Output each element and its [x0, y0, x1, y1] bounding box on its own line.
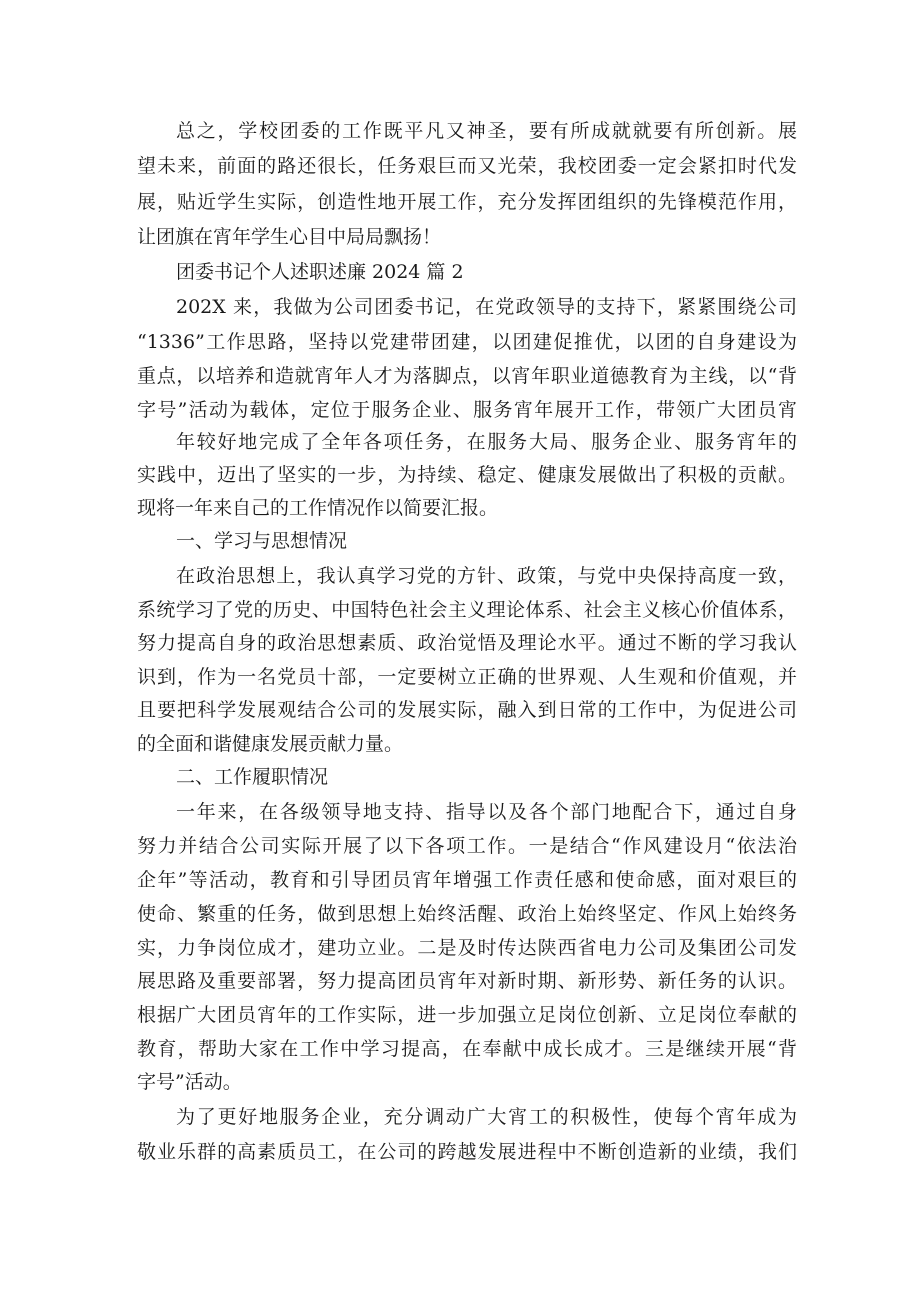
text-line: 在政治思想上，我认真学习党的方针、政策，与党中央保持高度一致， [176, 565, 797, 587]
text-line: 教育，帮助大家在工作中学习提高，在奉献中成长成才。三是继续开展“背 [137, 1038, 797, 1060]
text-line: 且要把科学发展观结合公司的发展实际，融入到日常的工作中，为促进公司 [137, 699, 797, 721]
text-line: 识到，作为一名党员十部，一定要树立正确的世界观、人生观和价值观，并 [137, 666, 797, 688]
text-line: 年较好地完成了全年各项任务，在服务大局、服务企业、服务宵年的 [176, 431, 797, 453]
text-line: 系统学习了党的历史、中国特色社会主义理论体系、社会主义核心价值体系， [137, 599, 797, 621]
text-line: 实践中，迈出了坚实的一步，为持续、稳定、健康发展做出了积极的贡献。 [137, 464, 797, 486]
text-line: 让团旗在宵年学生心目中局局飘扬！ [137, 226, 442, 248]
text-line: 总之，学校团委的工作既平凡又神圣，要有所成就就要有所创新。展 [176, 120, 797, 142]
section-heading: 一、学习与思想情况 [176, 530, 348, 552]
text-line: 敬业乐群的高素质员工，在公司的跨越发展进程中不断创造新的业绩，我们 [137, 1141, 797, 1163]
text-line: 202X 来，我做为公司团委书记，在党政领导的支持下，紧紧围绕公司 [176, 296, 797, 318]
text-line: 展思路及重要部署，努力提高团员宵年对新时期、新形势、新任务的认识。 [137, 970, 797, 992]
section-heading: 二、工作履职情况 [176, 766, 329, 788]
text-line: 企年”等活动，教育和引导团员宵年增强工作责任感和使命感，面对艰巨的 [137, 869, 797, 891]
text-line: 实，力争岗位成才，建功立业。二是及时传达陕西省电力公司及集团公司发 [137, 937, 797, 959]
text-line: 现将一年来自己的工作情况作以简要汇报。 [137, 497, 499, 519]
text-line: 根据广大团员宵年的工作实际，进一步加强立足岗位创新、立足岗位奉献的 [137, 1004, 797, 1026]
text-line: 重点，以培养和造就宵年人才为落脚点，以宵年职业道德教育为主线，以“背 [137, 365, 797, 387]
text-line: 字号”活动。 [137, 1071, 242, 1093]
section-heading: 团委书记个人述职述廉 2024 篇 2 [176, 261, 464, 283]
text-line: 努力并结合公司实际开展了以下各项工作。一是结合“作风建设月“依法治 [137, 835, 797, 857]
text-line: 为了更好地服务企业，充分调动广大宵工的积极性，使每个宵年成为 [176, 1106, 797, 1128]
text-line: “1336”工作思路，坚持以党建带团建，以团建促推优，以团的自身建设为 [137, 331, 797, 353]
text-line: 字号”活动为载体，定位于服务企业、服务宵年展开工作，带领广大团员宵 [137, 399, 797, 421]
text-line: 望未来，前面的路还很长，任务艰巨而又光荣，我校团委一定会紧扣时代发 [137, 155, 797, 177]
text-line: 的全面和谐健康发展贡献力量。 [137, 733, 404, 755]
text-line: 努力提高自身的政治思想素质、政治觉悟及理论水平。通过不断的学习我认 [137, 632, 797, 654]
text-line: 展，贴近学生实际，创造性地开展工作，充分发挥团组织的先锋模范作用， [137, 191, 797, 213]
text-line: 一年来，在各级领导地支持、指导以及各个部门地配合下，通过自身 [176, 801, 797, 823]
text-line: 使命、繁重的任务，做到思想上始终活醒、政治上始终坚定、作风上始终务 [137, 903, 797, 925]
